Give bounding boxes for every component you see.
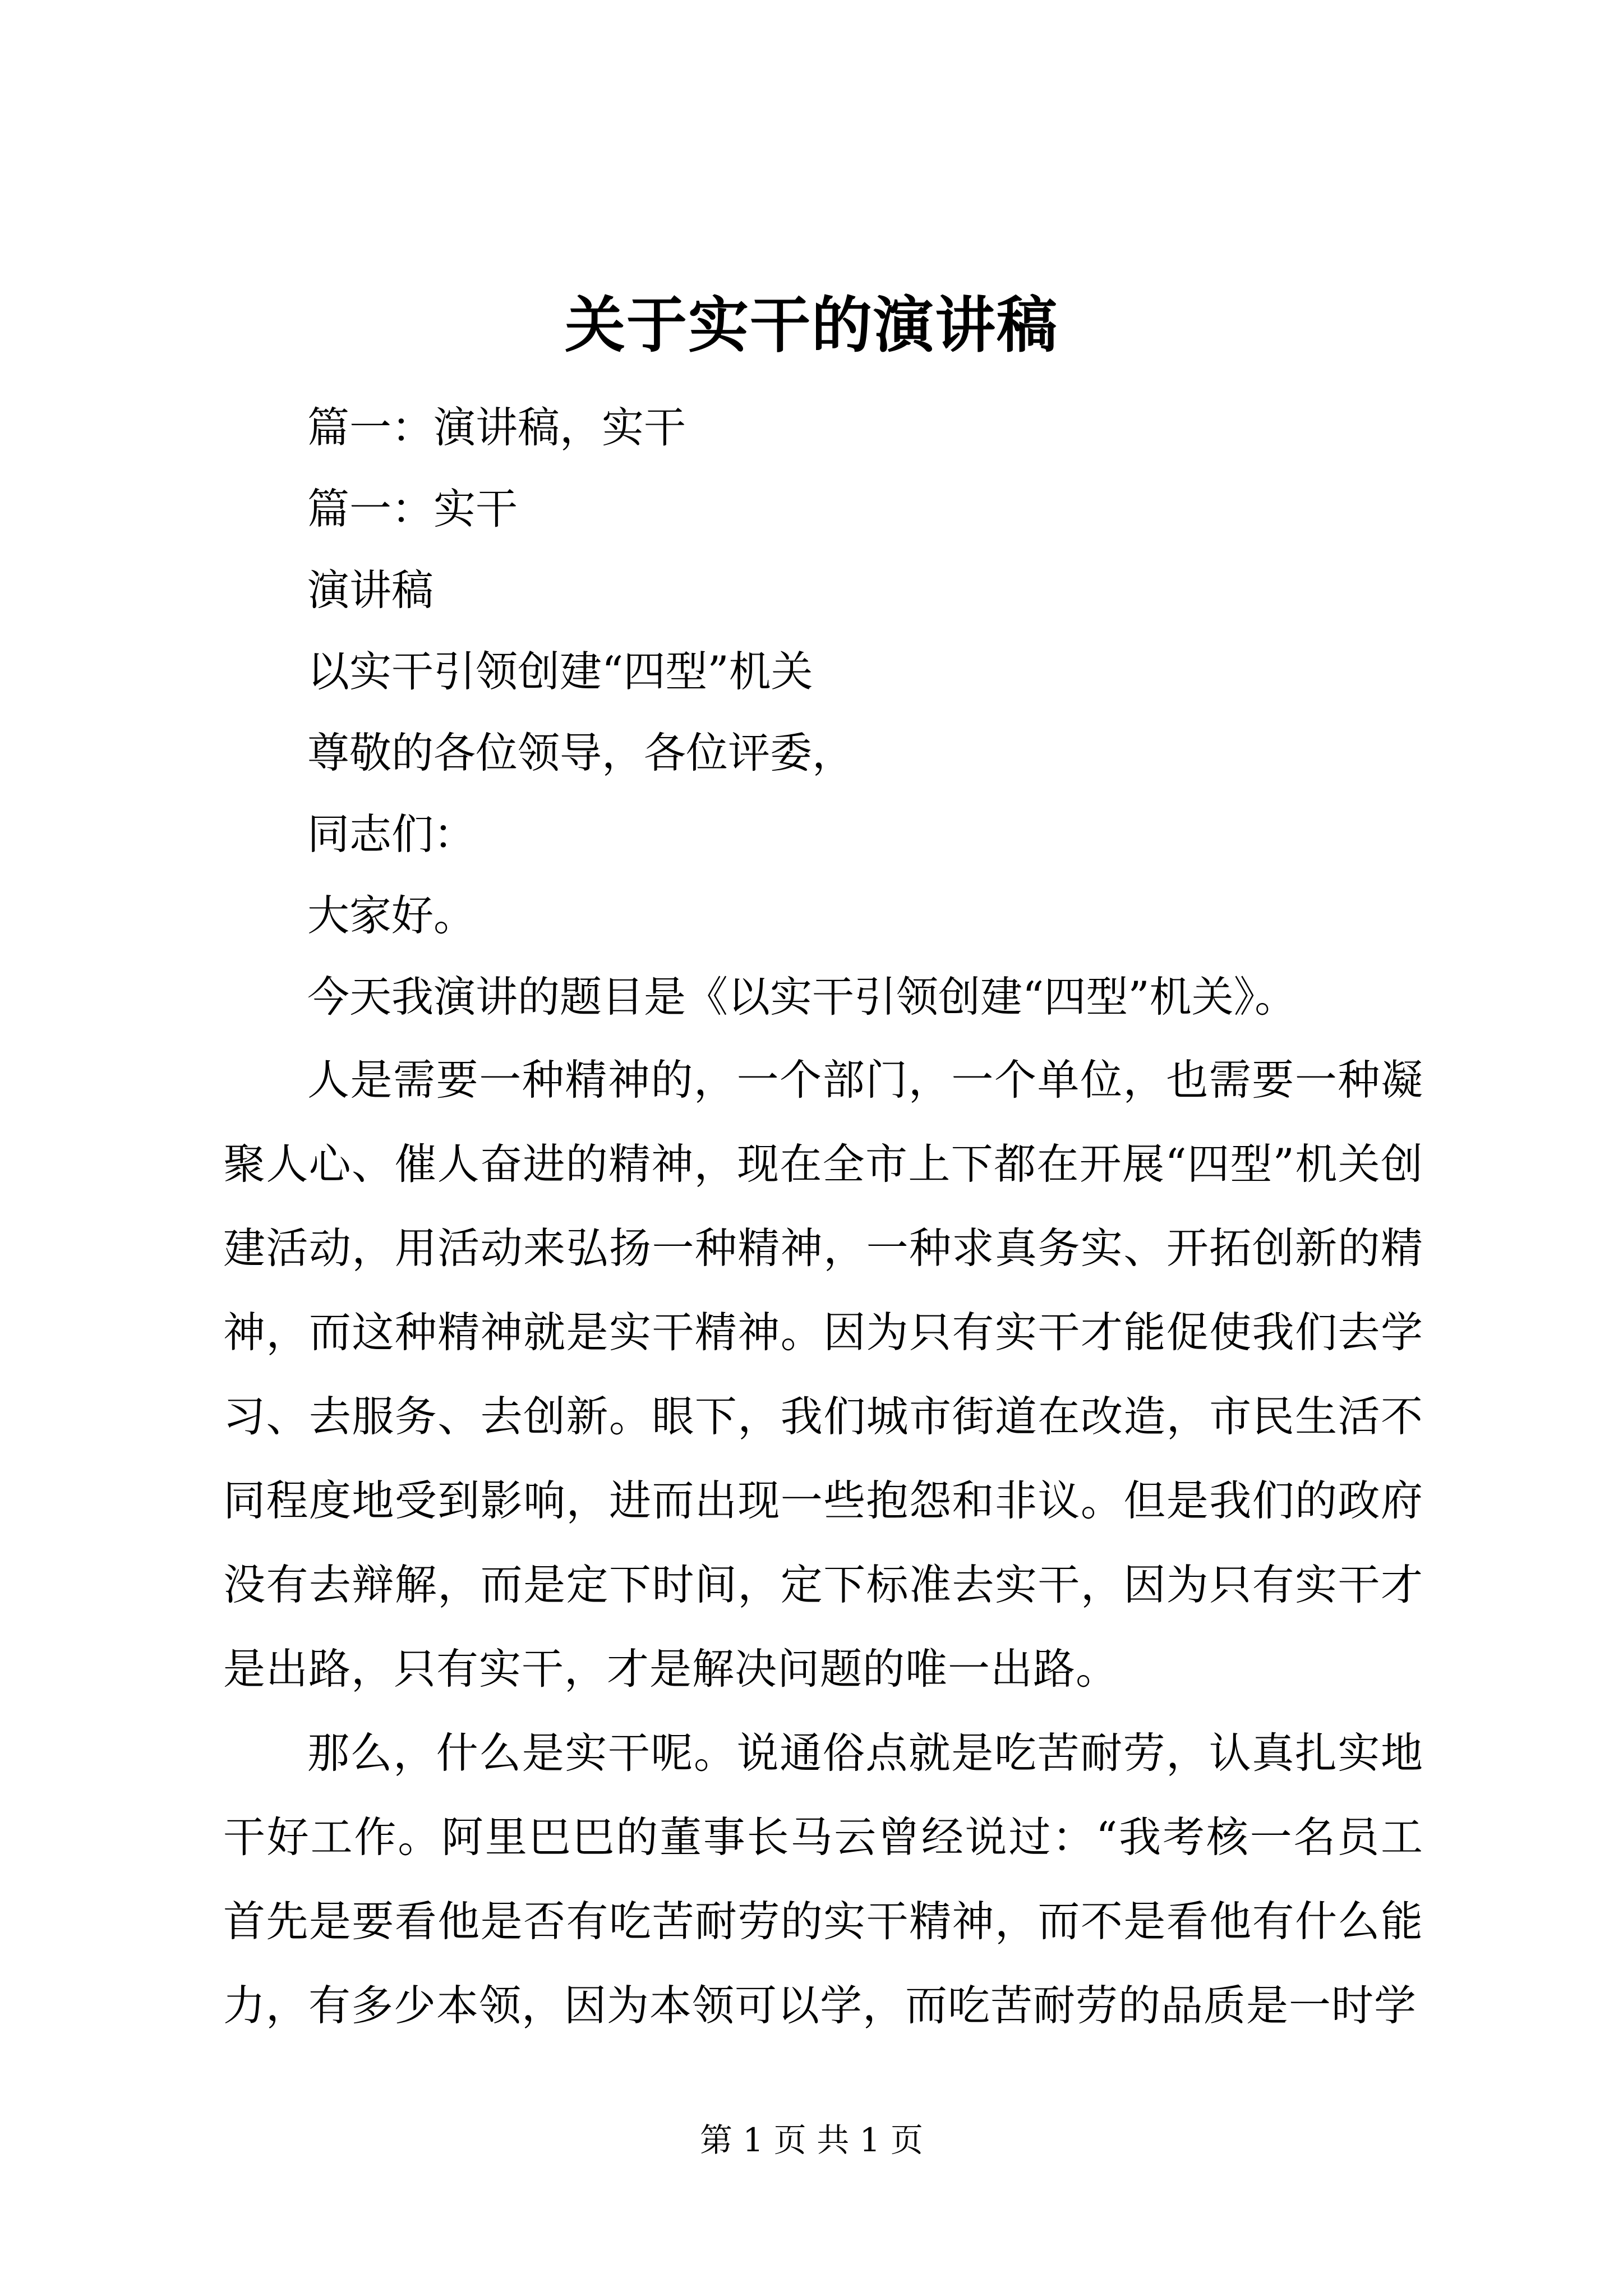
- document-body: [223, 387, 1423, 2047]
- text-line: 篇一：实干: [307, 484, 518, 533]
- text-line: 演讲稿: [307, 565, 434, 615]
- document-title: 关于实干的演讲稿: [564, 290, 1058, 361]
- text-line: 以实干引领创建“四型”机关: [307, 647, 813, 696]
- body-paragraph: 那么，什么是实干呢。说通俗点就是吃苦耐劳，认真扎实地干好工作。阿里巴巴的董事长马云曾经说过：“我考核一名员工首先是要看他是否有吃苦耐劳的实干精神，而不是看他有什么能力，有多少本领，因为本领可以学，而吃苦耐劳的品质是一时学: [223, 1728, 1423, 2030]
- text-line: 大家好。: [307, 891, 476, 940]
- text-line: 尊敬的各位领导，各位评委，: [307, 728, 855, 777]
- text-line: 同志们：: [307, 809, 476, 859]
- text-line: 今天我演讲的题目是《以实干引领创建“四型”机关》。: [307, 972, 1297, 1022]
- text-line: 篇一：演讲稿，实干: [307, 403, 686, 452]
- page-footer: 第 1 页 共 1 页: [700, 2121, 923, 2159]
- body-paragraph: 人是需要一种精神的，一个部门，一个单位，也需要一种凝聚人心、催人奋进的精神，现在全市上下都在开展“四型”机关创建活动，用活动来弘扬一种精神，一种求真务实、开拓创新的精神，而这种精神就是实干精神。因为只有实干才能促使我们去学习、去服务、去创新。眼下，我们城市街道在改造，市民生活不同程度地受到影响，进而出现一些抱怨和非议。但是我们的政府没有去辩解，而是定下时间，定下标准去实干，因为只有实干才是出路，只有实干，才是解决问题的唯一出路。: [223, 1055, 1423, 1694]
